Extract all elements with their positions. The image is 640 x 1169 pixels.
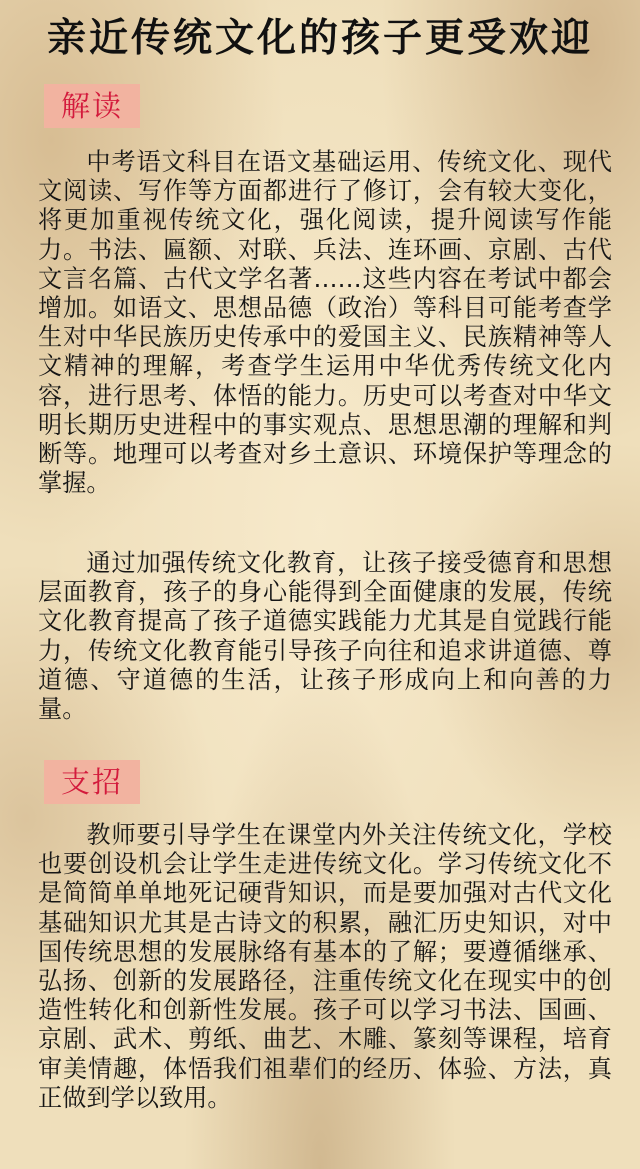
section-tag-interpretation: 解读 — [44, 84, 140, 128]
interpretation-paragraph-2: 通过加强传统文化教育，让孩子接受德育和思想层面教育，孩子的身心能得到全面健康的发展，传统文化教育提高了孩子道德实践能力尤其是自觉践行能力，传统文化教育能引导孩子向往和追求讲道德、尊道德、守道德的生活，让孩子形成向上和向善的力量。 — [38, 549, 612, 724]
article-title: 亲近传统文化的孩子更受欢迎 — [46, 16, 593, 61]
tips-paragraph-1: 教师要引导学生在课堂内外关注传统文化，学校也要创设机会让学生走进传统文化。学习传统文化不是简简单单地死记硬背知识，而是要加强对古代文化基础知识尤其是古诗文的积累，融汇历史知识，对中国传统思想的发展脉络有基本的了解；要遵循继承、弘扬、创新的发展路径，注重传统文化在现实中的创造性转化和创新性发展。孩子可以学习书法、国画、京剧、武术、剪纸、曲艺、木雕、篆刻等课程，培育审美情趣，体悟我们祖辈们的经历、体验、方法，真正做到学以致用。 — [38, 821, 612, 1112]
section-tag-tips: 支招 — [44, 760, 140, 804]
interpretation-paragraph-1: 中考语文科目在语文基础运用、传统文化、现代文阅读、写作等方面都进行了修订，会有较大变化，将更加重视传统文化，强化阅读，提升阅读写作能力。书法、匾额、对联、兵法、连环画、京剧、古代文言名篇、古代文学名著……这些内容在考试中都会增加。如语文、思想品德（政治）等科目可能考查学生对中华民族历史传承中的爱国主义、民族精神等人文精神的理解，考查学生运用中华优秀传统文化内容，进行思考、体悟的能力。历史可以考查对中华文明长期历史进程中的事实观点、思想思潮的理解和判断等。地理可以考查对乡土意识、环境保护等理念的掌握。 — [38, 148, 612, 498]
